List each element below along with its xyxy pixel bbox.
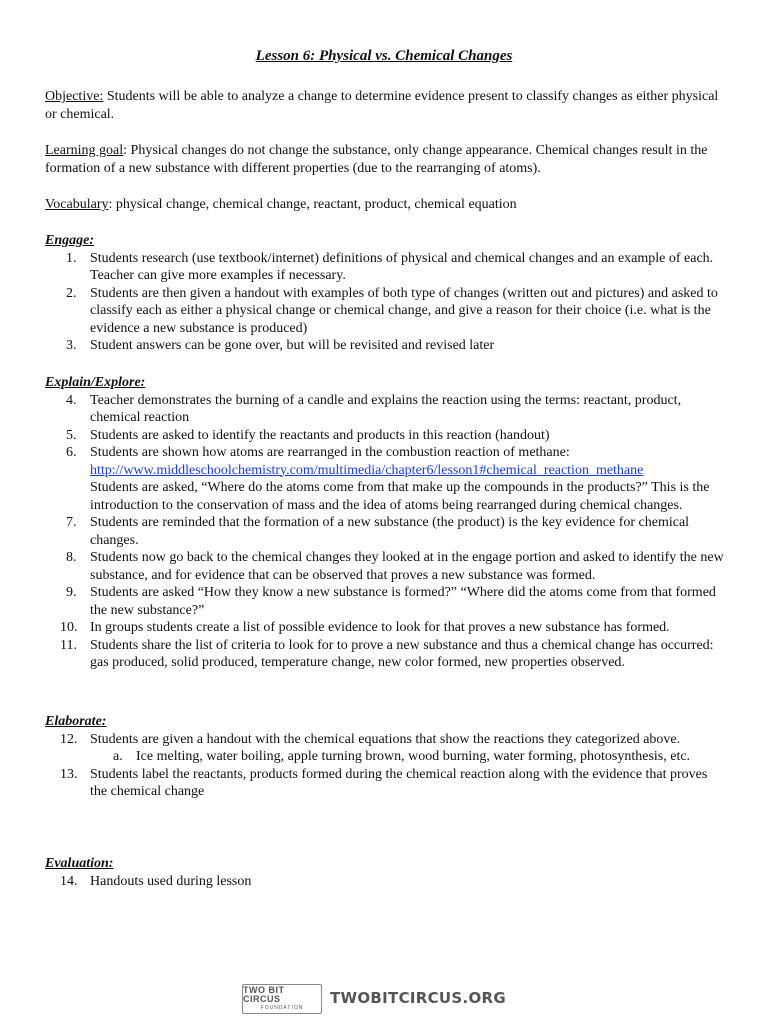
list-item-text: Students label the reactants, products formed during the chemical reaction along with the evidence that proves the chemical change (90, 766, 708, 799)
list-item (45, 549, 725, 584)
vocabulary-text: : physical change, chemical change, reactant, product, chemical equation (108, 197, 517, 212)
elaborate-section (45, 713, 725, 801)
engage-section (45, 232, 725, 355)
list-item (45, 444, 725, 514)
list-item (45, 637, 725, 672)
list-item-text: Students research (use textbook/internet) definitions of physical and chemical changes and an example of each. Teacher can give more examples if necessary. (90, 250, 714, 283)
list-number: 10. (60, 620, 78, 635)
list-item (45, 337, 725, 355)
engage-heading: Engage: (45, 233, 94, 248)
list-item (45, 392, 725, 427)
list-item (45, 250, 725, 285)
evaluation-heading: Evaluation: (45, 856, 114, 871)
methane-reaction-link[interactable]: http://www.middleschoolchemistry.com/multimedia/chapter6/lesson1#chemical_reaction_methane (90, 462, 644, 478)
list-item-text: Students are then given a handout with examples of both type of changes (written out and pictures) and asked to classify each as either a physical change or chemical change, and give a reason for their choice (i.e. what is the evidence a new substance is produced) (90, 285, 718, 336)
learning-goal-label: Learning goal (45, 143, 124, 158)
list-number: 11. (60, 637, 77, 653)
objective-paragraph (45, 88, 725, 123)
list-number: 6. (66, 445, 77, 460)
list-number: 14. (60, 873, 78, 889)
list-item (45, 584, 725, 619)
list-number: 13. (60, 766, 78, 782)
sub-list-letter: a. (113, 749, 123, 764)
list-item-text: Students are reminded that the formation of a new substance (the product) is the key evidence for chemical changes. (90, 515, 690, 548)
elaborate-heading: Elaborate: (45, 714, 107, 729)
explain-explore-section (45, 374, 725, 672)
list-item-text: Students are shown how atoms are rearranged in the combustion reaction of methane: (90, 445, 570, 460)
list-item (45, 427, 725, 445)
list-item (45, 285, 725, 338)
list-item-text: Students share the list of criteria to look for to prove a new substance and thus a chemical change has occurred: gas produced, solid produced, temperature change, new color formed, new properties observed. (90, 637, 714, 670)
list-item-text: Teacher demonstrates the burning of a candle and explains the reaction using the terms: reactant, product, chemical reaction (90, 392, 682, 425)
list-number: 7. (66, 515, 77, 530)
evaluation-section (45, 855, 725, 890)
list-item-text: In groups students create a list of possible evidence to look for that proves a new substance has formed. (90, 620, 670, 635)
list-item-text: Student answers can be gone over, but will be revisited and revised later (90, 338, 495, 353)
list-item (45, 731, 725, 749)
list-number: 3. (66, 338, 77, 353)
list-item-text: Students are asked to identify the reactants and products in this reaction (handout) (90, 427, 550, 443)
list-item (45, 514, 725, 549)
list-item-text: Students now go back to the chemical changes they looked at in the engage portion and asked to identify the new substance, and for evidence that can be observed that proves a new substance was formed. (90, 550, 724, 583)
logo-subtitle: FOUNDATION (260, 1004, 304, 1011)
list-item-text: Students are given a handout with the chemical equations that show the reactions they categorized above. (90, 731, 681, 747)
footer (242, 984, 506, 1014)
logo-name: TWO BIT CIRCUS (243, 984, 285, 1004)
sub-list-item (45, 748, 725, 766)
list-item-text-continued: Students are asked, “Where do the atoms come from that make up the compounds in the products?” This is the introduction to the conservation of mass and the idea of atoms being rearranged during chemical changes. (90, 480, 710, 513)
list-number: 8. (66, 550, 77, 565)
list-item-text: Students are asked “How they know a new substance is formed?” “Where did the atoms come from that formed the new substance?” (90, 585, 716, 618)
sub-list-item-text: Ice melting, water boiling, apple turning brown, wood burning, water forming, photosynthesis, etc. (136, 749, 691, 764)
list-item-text: Handouts used during lesson (90, 873, 252, 889)
list-number: 12. (60, 731, 78, 747)
list-number: 5. (66, 427, 77, 443)
objective-text: Students will be able to analyze a change to determine evidence present to classify changes as either physical or chemical. (45, 89, 719, 122)
list-number: 9. (66, 585, 77, 600)
learning-goal-text: : Physical changes do not change the substance, only change appearance. Chemical changes result in the formation of a new substance with different properties (due to the rearranging of atoms). (45, 143, 708, 176)
list-item (45, 766, 725, 801)
two-bit-circus-logo (242, 984, 322, 1014)
list-number: 4. (66, 392, 77, 408)
objective-label: Objective: (45, 89, 104, 104)
list-number: 2. (66, 285, 77, 301)
vocabulary-label: Vocabulary (45, 197, 109, 212)
explain-explore-heading: Explain/Explore: (45, 375, 146, 390)
list-item (45, 619, 725, 637)
list-item (45, 873, 725, 891)
vocabulary-paragraph (45, 196, 725, 214)
page-title: Lesson 6: Physical vs. Chemical Changes (255, 48, 513, 64)
list-number: 1. (66, 250, 77, 266)
footer-website: TWOBITCIRCUS.ORG (330, 989, 507, 1008)
learning-goal-paragraph (45, 142, 725, 177)
